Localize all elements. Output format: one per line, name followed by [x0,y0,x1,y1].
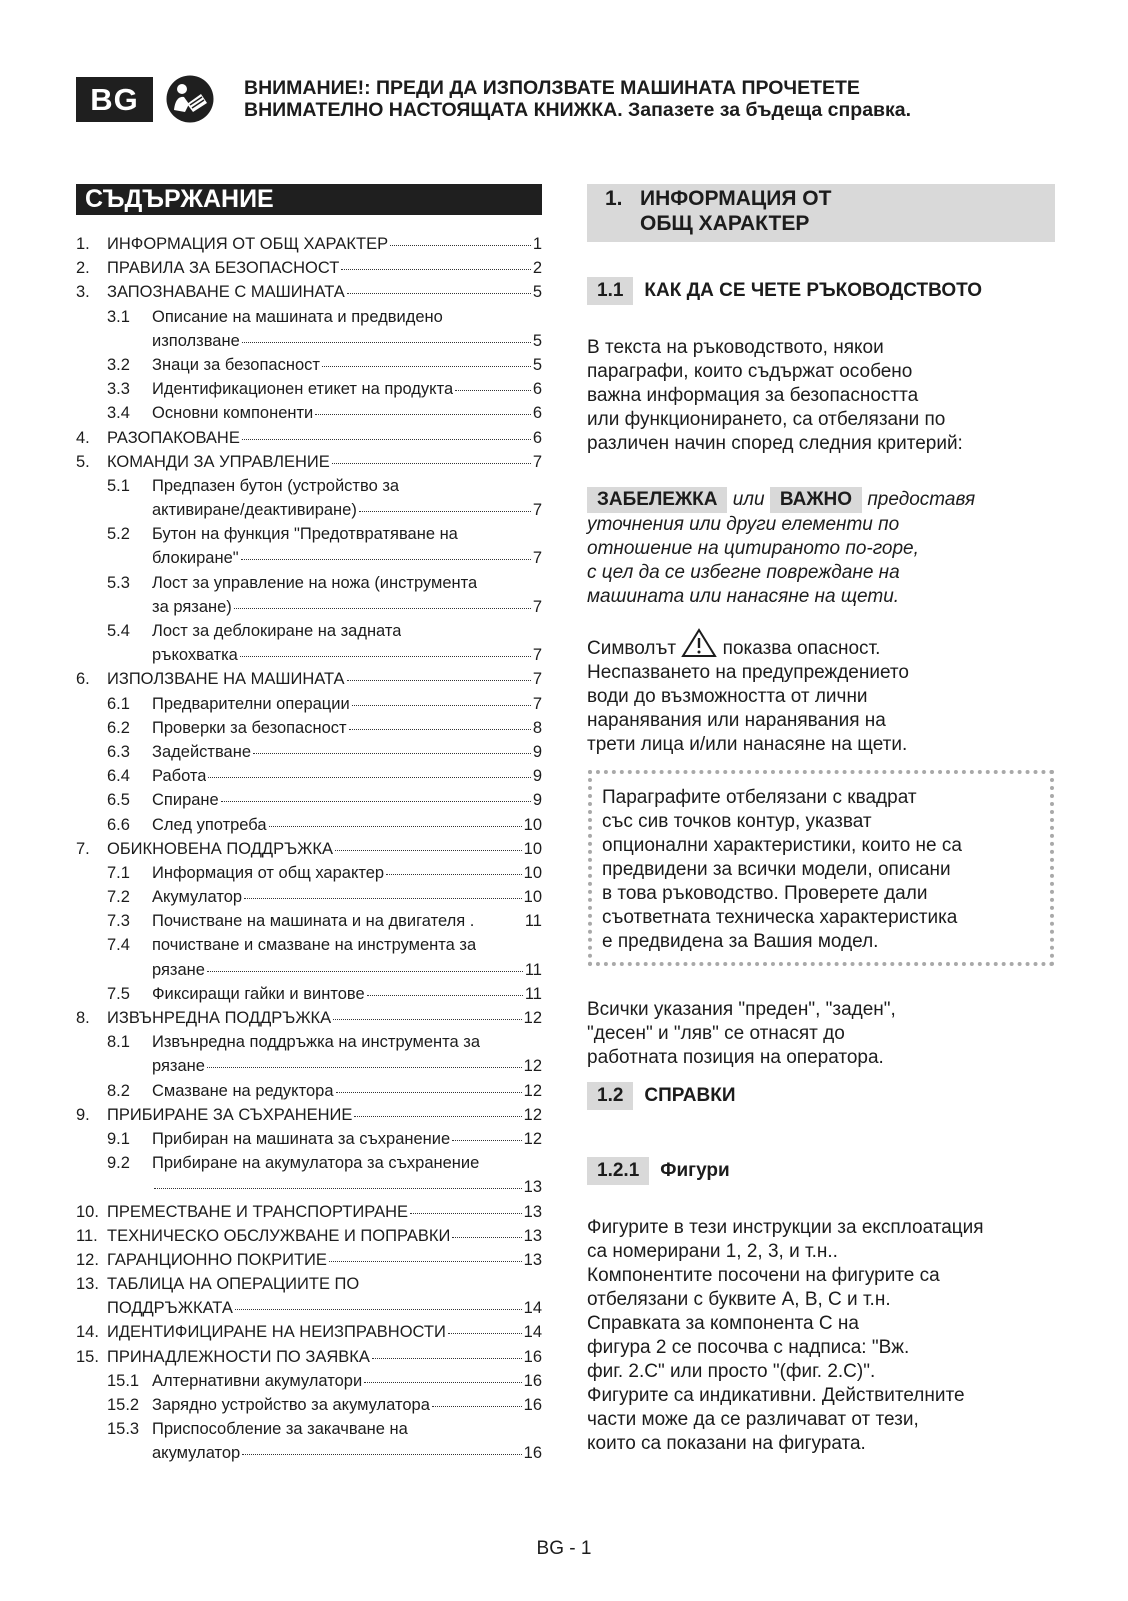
toc-entry-page: 8 [532,718,542,737]
toc-leader-dots [234,592,531,609]
toc-entry-number: 14. [76,1323,99,1342]
toc-entry-title-cont: активиране/деактивиране) [152,501,357,520]
toc-entry-number: 10. [76,1202,99,1221]
toc-entry-page: 1 [532,235,542,253]
toc-entry-title: ТЕХНИЧЕСКО ОБСЛУЖВАНЕ И ПОПРАВКИ [107,1226,451,1245]
toc-leader-dots [315,398,531,415]
toc-entry-page: 11 [524,984,542,1003]
note-line: машината или нанасяне на щети. [587,586,900,607]
toc-entry-page: 16 [523,1396,542,1414]
symbol-line: води до възможността от лични [587,686,868,707]
page-number: BG - 1 [536,1538,592,1559]
toc-entry-page: 14 [523,1323,542,1342]
toc-leader-dots [336,1076,522,1093]
section-title: СПРАВКИ [644,1085,736,1106]
toc-leader-dots [452,1221,521,1238]
toc-entry-page: 12 [523,1009,542,1027]
toc-leader-dots [322,350,531,367]
note-after: предоставя [867,489,976,510]
toc-entry-number: 3.2 [107,355,130,374]
directions-line: работната позиция на оператора. [587,1047,884,1068]
toc-leader-dots [367,979,523,996]
toc-entry-page: 6 [532,428,542,447]
toc-entry-number: 3. [76,283,90,302]
chapter-1-heading [587,184,1055,242]
toc-entry-number: 7.1 [107,863,130,882]
toc-entry-page: 16 [523,1371,542,1390]
note-line: уточнения или други елементи по [587,514,900,535]
figures-line: Фигурите са индикативни. Действителните [587,1385,965,1406]
toc-leader-dots [335,834,522,851]
toc-entry-title: Приспособление за закачване на [152,1420,408,1439]
toc-entry-number: 9.2 [107,1154,130,1173]
directions-line: Всички указания "преден", "заден", [587,999,896,1020]
toc-entry[interactable] [76,450,542,474]
toc-entry-title: Прибиране на акумулатора за съхранение [152,1154,480,1173]
toc-leader-dots [341,253,531,270]
toc-entry-title: КОМАНДИ ЗА УПРАВЛЕНИЕ [107,452,330,471]
toc-entry-number: 5. [76,452,90,471]
figures-line: части може да се различават от тези, [587,1409,919,1430]
toc-leader-dots [253,737,531,754]
toc-entry-title: Информация от общ характер [152,863,385,882]
toc-entry-number: 3.1 [107,307,130,326]
toc-entry[interactable] [76,1127,542,1151]
toc-leader-dots [347,664,531,681]
toc-entry-title: Прибиран на машината за съхранение [152,1129,451,1148]
toc-leader-dots [349,713,531,730]
toc-entry-page: 12 [523,1081,542,1100]
figures-line: отбелязани с буквите А, В, С и т.н. [587,1289,891,1310]
read-manual-warning [244,77,1104,121]
dotbox-line: е предвидена за Вашия модел. [602,931,879,952]
toc-entry-title: ПРИНАДЛЕЖНОСТИ ПО ЗАЯВКА [107,1347,370,1366]
toc-leader-dots [386,858,522,875]
toc-entry-number: 6.2 [107,718,130,737]
toc-entry-number: 3.3 [107,380,130,399]
symbol-line: наранявания или наранявания на [587,710,886,731]
toc-entry-page: 9 [532,767,542,786]
toc-entry-number: 12. [76,1250,99,1269]
toc-entry-number: 7.5 [107,984,130,1003]
language-badge: BG [76,77,153,122]
toc-entry-title: Извънредна поддръжка на инструмента за [152,1033,481,1052]
toc-entry-title: Основни компоненти [152,404,314,423]
figures-line: са номерирани 1, 2, 3, и т.н.. [587,1241,838,1262]
chapter-number: 1. [605,187,623,210]
toc-leader-dots [332,447,531,464]
warning-triangle-icon [681,628,717,658]
toc-entry-number: 15.3 [107,1420,140,1439]
toc-entry-number: 15.1 [107,1371,140,1390]
directions-paragraph [587,998,1057,1070]
toc-entry-title: След употреба [152,815,267,834]
toc-entry-title: Бутон на функция "Предотвратяване на [152,525,458,544]
intro-line: В текста на ръководството, някои [587,337,884,358]
toc-entry-page: 6 [532,380,542,399]
toc-entry-continuation[interactable] [76,546,542,570]
toc-entry-title: ГАРАНЦИОННО ПОКРИТИЕ [107,1250,327,1269]
toc-leader-dots [448,1317,522,1334]
toc-entry-number: 6.5 [107,791,130,810]
dotbox-line: в това ръководство. Проверете дали [602,883,928,904]
toc-entry-number: 6.1 [107,694,130,713]
symbol-paragraph [587,628,1057,757]
intro-line: важна информация за безопасността [587,385,919,406]
note-line: отношение на цитираното по-горе, [587,538,919,559]
toc-entry-title: ИНФОРМАЦИЯ ОТ ОБЩ ХАРАКТЕР [107,235,389,253]
toc-entry-page: 13 [523,1250,542,1269]
toc-leader-dots [354,1100,521,1117]
toc-leader-dots [364,1366,521,1383]
toc-entry-title: ИДЕНТИФИЦИРАНЕ НА НЕИЗПРАВНОСТИ [107,1323,446,1342]
toc-entry-title: Лост за деблокиране на задната [152,622,402,640]
toc-leader-dots [235,1293,522,1310]
toc-entry-number: 15.2 [107,1396,140,1414]
toc-entry-number: 1. [76,235,90,253]
chapter-title-line-1: ИНФОРМАЦИЯ ОТ [640,187,832,210]
toc-entry-number: 8.2 [107,1081,130,1100]
toc-entry-page: 16 [523,1347,542,1366]
section-1-1-heading [587,277,982,305]
section-number: 1.2.1 [587,1157,649,1185]
note-or: или [732,489,765,510]
toc-entry-number: 9. [76,1105,90,1124]
toc-entry-title-cont: рязане [152,1057,205,1076]
toc-entry-title: ПРИБИРАНЕ ЗА СЪХРАНЕНИЕ [107,1105,353,1124]
toc-entry-page: 10 [523,815,542,834]
toc-entry-title: ПРАВИЛА ЗА БЕЗОПАСНОСТ [107,259,340,278]
toc-entry-title: ИЗПОЛЗВАНЕ НА МАШИНАТА [107,670,345,689]
important-tag: ВАЖНО [770,487,862,513]
dotbox-line: предвидени за всички модели, описани [602,859,951,880]
toc-entry-number: 15. [76,1347,99,1366]
toc-entry-title: ЗАПОЗНАВАНЕ С МАШИНАТА [107,283,345,302]
intro-line: или функционирането, са отбелязани по [587,409,946,430]
toc-entry-title: Идентификационен етикет на продукта [152,380,454,399]
toc-entry-continuation[interactable] [76,1441,542,1465]
table-of-contents [76,232,542,1466]
toc-leader-dots [242,326,531,343]
dotbox-line: опционални характеристики, които не са [602,835,962,856]
toc-leader-dots [352,689,531,706]
toc-entry-title-cont: ръкохватка [152,646,238,665]
toc-leader-dots [329,1245,522,1262]
toc-entry-title: РАЗОПАКОВАНЕ [107,428,240,447]
toc-entry-number: 4. [76,428,90,447]
toc-entry-title: Почистване на машината и на двигателя . [152,912,475,931]
symbol-after: показва опасност. [722,638,881,659]
toc-leader-dots [242,423,531,440]
intro-paragraph [587,336,1057,456]
chapter-title-line-2: ОБЩ ХАРАКТЕР [640,212,810,235]
toc-entry-title: почистване и смазване на инструмента за [152,936,477,955]
toc-entry-title: Спиране [152,791,219,810]
toc-entry-number: 7.2 [107,888,130,907]
read-manual-icon [165,74,215,124]
toc-entry-page: 7 [532,501,542,520]
toc-entry[interactable] [76,280,542,304]
toc-entry-title: Задействане [152,742,252,761]
symbol-line: Неспазването на предупреждението [587,662,909,683]
toc-entry-number: 6. [76,670,90,689]
section-number: 1.1 [587,277,633,305]
toc-entry-title: Зарядно устройство за акумулатора [152,1396,430,1414]
toc-entry-title: ИЗВЪНРЕДНА ПОДДРЪЖКА [107,1009,332,1027]
toc-entry-number: 8.1 [107,1033,130,1052]
figures-line: Компонентите посочени на фигурите са [587,1265,940,1286]
toc-entry-page: 7 [532,670,542,689]
toc-entry-number: 5.2 [107,525,130,544]
toc-entry-title: Предварителни операции [152,694,350,713]
toc-entry-continuation[interactable] [76,595,542,619]
toc-entry-title: Описание на машината и предвидено [152,307,443,326]
toc-entry-title: Предпазен бутон (устройство за [152,476,400,495]
figures-line: фигура 2 се посочва с надписа: "Вж. [587,1337,910,1358]
toc-entry[interactable] [76,1393,542,1417]
toc-leader-dots [221,785,531,802]
section-number: 1.2 [587,1082,633,1110]
toc-entry-page: 14 [523,1299,542,1318]
toc-leader-dots [154,1172,522,1189]
toc-leader-dots [242,1438,521,1455]
note-line: с цел да се избегне повреждане на [587,562,900,583]
note-paragraph [587,487,1057,609]
figures-line: Справката за компонента С на [587,1313,859,1334]
toc-entry-page: 7 [532,549,542,568]
toc-entry-page: 12 [523,1057,542,1076]
toc-leader-dots [347,277,531,294]
toc-entry-title: Знаци за безопасност [152,355,320,374]
toc-leader-dots [372,1342,522,1359]
toc-entry-title: Фиксиращи гайки и винтове [152,984,365,1003]
toc-entry-title-cont: рязане [152,960,205,979]
toc-entry-page: 5 [532,331,542,350]
toc-leader-dots [241,543,531,560]
toc-entry[interactable] [76,1248,542,1272]
section-title: Фигури [660,1160,730,1181]
toc-entry-number: 11. [76,1226,98,1245]
section-title: КАК ДА СЕ ЧЕТЕ РЪКОВОДСТВОТО [644,280,983,301]
toc-entry-number: 7.4 [107,936,130,955]
directions-line: "десен" и "ляв" се отнасят до [587,1023,845,1044]
intro-line: параграфи, които съдържат особено [587,361,913,382]
toc-entry-title: Работа [152,767,207,786]
note-tag: ЗАБЕЛЕЖКА [587,487,727,513]
toc-entry-page: 7 [532,597,542,616]
toc-entry-number: 6.6 [107,815,130,834]
toc-leader-dots [208,761,530,778]
toc-entry-number: 5.4 [107,622,130,640]
toc-entry-page: 5 [532,283,542,302]
toc-entry-page: 11 [524,960,542,979]
toc-entry-number: 7.3 [107,912,130,931]
toc-leader-dots [390,229,531,246]
figures-line: фиг. 2.С" или просто "(фиг. 2.С)". [587,1361,876,1382]
section-1-2-heading [587,1082,736,1110]
toc-entry-page: 10 [523,888,542,907]
toc-entry-page: 10 [523,839,542,858]
toc-entry-number: 8. [76,1009,90,1027]
toc-entry-title-cont: ПОДДРЪЖКАТА [107,1299,233,1318]
toc-entry-page: 9 [532,791,542,810]
toc-entry-page: 13 [523,1202,542,1221]
toc-leader-dots [269,810,522,827]
toc-leader-dots [207,1051,522,1068]
toc-entry-page: 12 [523,1129,542,1148]
figures-line: Фигурите в тези инструкции за експлоатация [587,1217,984,1238]
toc-entry-title-cont: блокиране" [152,549,239,568]
toc-entry-page: 6 [532,404,542,423]
dotbox-line: със сив точков контур, указват [602,811,872,832]
toc-entry-title-cont: използване [152,331,240,350]
toc-entry-title-cont: акумулатор [152,1444,241,1463]
toc-entry-page: 13 [523,1226,542,1245]
toc-entry-title: ОБИКНОВЕНА ПОДДРЪЖКА [107,839,333,858]
toc-leader-dots [452,1124,521,1141]
toc-entry-number: 5.3 [107,573,130,592]
toc-leader-dots [244,882,522,899]
toc-entry-page: 7 [532,646,542,665]
intro-line: различен начин според следния критерий: [587,433,963,454]
toc-entry-title: Проверки за безопасност [152,718,347,737]
figures-paragraph [587,1216,1057,1456]
toc-entry[interactable] [76,885,542,909]
toc-entry-number: 3.4 [107,404,130,423]
toc-entry-page: 9 [532,742,542,761]
toc-leader-dots [333,1003,521,1020]
toc-entry-page: 13 [523,1178,542,1197]
optional-features-box [588,770,1054,966]
toc-entry-page: 10 [523,863,542,882]
figures-line: които са показани на фигурата. [587,1433,866,1454]
toc-entry-title: Лост за управление на ножа (инструмента [152,573,478,592]
dotbox-line: съответната техническа характеристика [602,907,958,928]
toc-entry-number: 6.4 [107,767,130,786]
toc-entry-number: 5.1 [107,476,130,495]
toc-entry-page: 16 [523,1444,542,1463]
toc-entry[interactable] [76,1006,542,1030]
toc-entry-title: Акумулатор [152,888,243,907]
toc-entry-number: 6.3 [107,742,130,761]
toc-title: СЪДЪРЖАНИЕ [76,184,542,215]
symbol-line: трети лица и/или нанасяне на щети. [587,734,908,755]
toc-entry-title: ТАБЛИЦА НА ОПЕРАЦИИТЕ ПО [107,1275,360,1294]
warning-line-2: ВНИМАТЕЛНО НАСТОЯЩАТА КНИЖКА. Запазете за бъдеща справка. [244,99,912,121]
toc-leader-dots [455,374,531,391]
toc-leader-dots [432,1390,522,1407]
toc-entry-page: 7 [532,694,542,713]
toc-entry-title: ПРЕМЕСТВАНЕ И ТРАНСПОРТИРАНЕ [107,1202,409,1221]
toc-entry-page: 11 [524,912,542,931]
toc-entry-title: Смазване на редуктора [152,1081,334,1100]
symbol-before: Символът [587,638,677,659]
toc-leader-dots [410,1197,522,1214]
toc-entry-title-cont: за рязане) [152,597,232,616]
toc-entry[interactable] [76,909,542,933]
toc-entry-number: 13. [76,1275,99,1294]
toc-entry-page: 2 [532,259,542,278]
toc-leader-dots [359,495,531,512]
toc-entry-page: 5 [532,355,542,374]
dotbox-line: Параграфите отбелязани с квадрат [602,787,917,808]
warning-line-1: ВНИМАНИЕ!: ПРЕДИ ДА ИЗПОЛЗВАТЕ МАШИНАТА ПРОЧЕТЕТЕ [244,77,860,99]
toc-entry-page: 7 [532,452,542,471]
toc-entry-number: 2. [76,259,90,278]
toc-entry-title: Алтернативни акумулатори [152,1371,363,1390]
toc-entry-number: 7. [76,839,90,858]
section-1-2-1-heading [587,1157,730,1185]
toc-entry-continuation[interactable] [76,498,542,522]
toc-entry-page: 12 [523,1105,542,1124]
toc-leader-dots [207,955,523,972]
toc-leader-dots [240,640,531,657]
toc-entry-number: 9.1 [107,1129,130,1148]
